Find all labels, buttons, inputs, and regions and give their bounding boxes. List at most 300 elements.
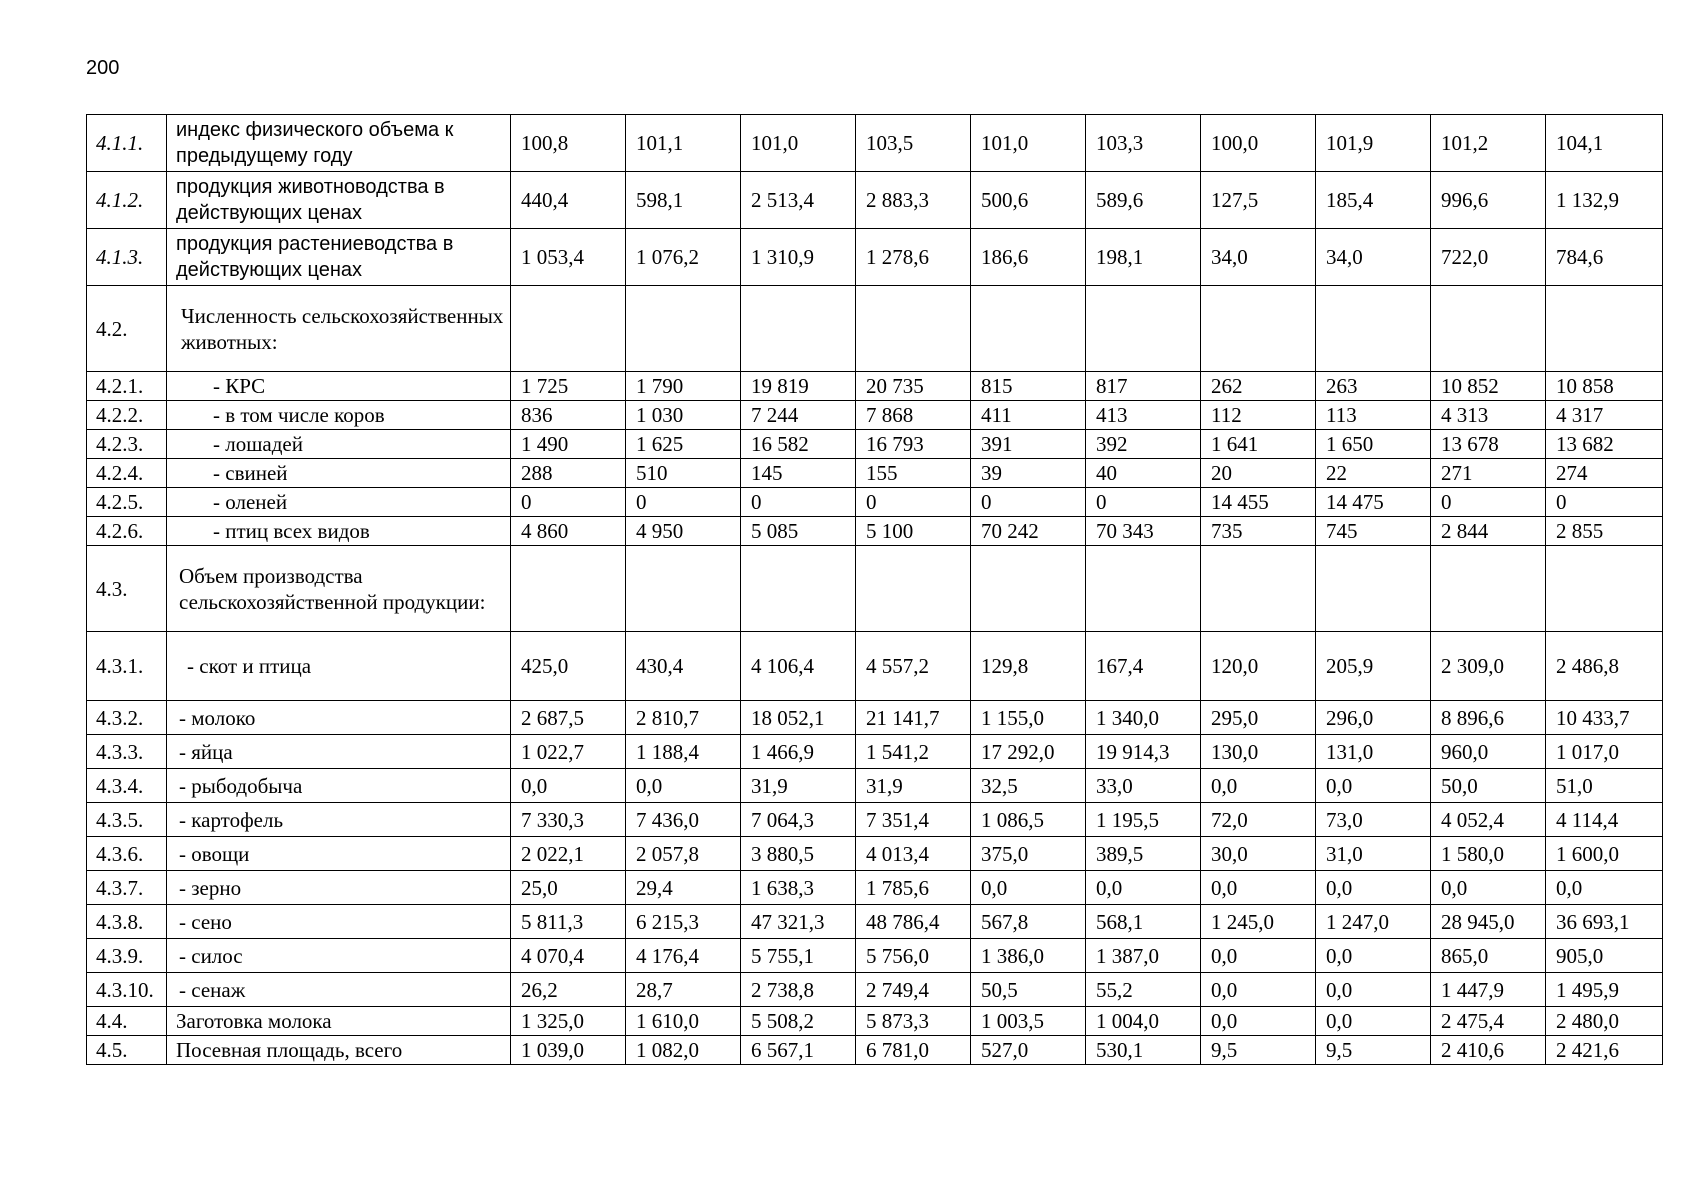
value-cell: 1 053,4 [511,229,626,286]
row-name: - картофель [167,803,511,837]
table-row [87,459,1663,488]
value-cell: 1 086,5 [971,803,1086,837]
row-name: - рыбодобыча [167,769,511,803]
value-cell [856,546,971,632]
value-cell: 722,0 [1431,229,1546,286]
value-cell [1316,286,1431,372]
value-cell: 735 [1201,517,1316,546]
value-cell: 103,5 [856,115,971,172]
value-cell: 1 490 [511,430,626,459]
value-cell: 1 386,0 [971,939,1086,973]
row-name: Объем производства сельскохозяйственной продукции: [167,546,511,632]
table-row [87,172,1663,229]
value-cell: 101,1 [626,115,741,172]
row-code: 4.2.5. [87,488,167,517]
value-cell: 430,4 [626,632,741,701]
value-cell: 14 475 [1316,488,1431,517]
value-cell: 20 [1201,459,1316,488]
row-name: - силос [167,939,511,973]
value-cell [1201,286,1316,372]
value-cell: 10 433,7 [1546,701,1663,735]
row-code: 4.3.9. [87,939,167,973]
value-cell: 1 725 [511,372,626,401]
value-cell: 815 [971,372,1086,401]
value-cell: 865,0 [1431,939,1546,973]
value-cell: 32,5 [971,769,1086,803]
value-cell: 2 883,3 [856,172,971,229]
value-cell [741,286,856,372]
value-cell: 155 [856,459,971,488]
value-cell: 2 855 [1546,517,1663,546]
value-cell: 440,4 [511,172,626,229]
value-cell: 31,9 [856,769,971,803]
row-name: - сено [167,905,511,939]
value-cell: 25,0 [511,871,626,905]
value-cell: 13 678 [1431,430,1546,459]
row-code: 4.3.5. [87,803,167,837]
row-code: 4.2.6. [87,517,167,546]
value-cell: 101,2 [1431,115,1546,172]
row-code: 4.3.10. [87,973,167,1007]
row-code: 4.2.3. [87,430,167,459]
value-cell: 2 738,8 [741,973,856,1007]
row-name: - свиней [167,459,511,488]
value-cell: 18 052,1 [741,701,856,735]
value-cell [971,286,1086,372]
value-cell: 589,6 [1086,172,1201,229]
value-cell: 5 756,0 [856,939,971,973]
value-cell: 198,1 [1086,229,1201,286]
value-cell: 2 486,8 [1546,632,1663,701]
value-cell: 120,0 [1201,632,1316,701]
indicators-table [86,114,1663,1065]
row-code: 4.3.1. [87,632,167,701]
value-cell: 0,0 [626,769,741,803]
value-cell: 4 114,4 [1546,803,1663,837]
value-cell: 4 860 [511,517,626,546]
row-code: 4.2. [87,286,167,372]
value-cell: 131,0 [1316,735,1431,769]
value-cell: 113 [1316,401,1431,430]
value-cell: 112 [1201,401,1316,430]
row-code: 4.3.3. [87,735,167,769]
value-cell: 1 195,5 [1086,803,1201,837]
row-code: 4.3.4. [87,769,167,803]
row-code: 4.3.8. [87,905,167,939]
value-cell: 205,9 [1316,632,1431,701]
value-cell: 6 215,3 [626,905,741,939]
value-cell: 1 004,0 [1086,1007,1201,1036]
row-code: 4.2.4. [87,459,167,488]
value-cell: 2 480,0 [1546,1007,1663,1036]
row-name: - в том числе коров [167,401,511,430]
value-cell: 1 003,5 [971,1007,1086,1036]
value-cell: 0,0 [511,769,626,803]
value-cell: 4 176,4 [626,939,741,973]
table-row [87,1007,1663,1036]
value-cell: 0,0 [1201,1007,1316,1036]
value-cell: 745 [1316,517,1431,546]
value-cell: 101,0 [741,115,856,172]
value-cell: 817 [1086,372,1201,401]
table-row [87,871,1663,905]
table-row [87,488,1663,517]
value-cell: 7 330,3 [511,803,626,837]
value-cell: 1 310,9 [741,229,856,286]
value-cell: 2 513,4 [741,172,856,229]
row-name: - молоко [167,701,511,735]
value-cell [626,546,741,632]
value-cell: 568,1 [1086,905,1201,939]
value-cell: 30,0 [1201,837,1316,871]
table-row [87,701,1663,735]
value-cell: 20 735 [856,372,971,401]
value-cell: 2 309,0 [1431,632,1546,701]
value-cell: 996,6 [1431,172,1546,229]
table-row [87,1036,1663,1065]
value-cell: 7 064,3 [741,803,856,837]
value-cell: 1 610,0 [626,1007,741,1036]
table-row [87,735,1663,769]
value-cell: 31,0 [1316,837,1431,871]
value-cell [1316,546,1431,632]
value-cell: 101,0 [971,115,1086,172]
value-cell: 101,9 [1316,115,1431,172]
value-cell: 0,0 [1201,769,1316,803]
value-cell: 9,5 [1316,1036,1431,1065]
value-cell: 4 313 [1431,401,1546,430]
value-cell: 70 343 [1086,517,1201,546]
value-cell: 5 811,3 [511,905,626,939]
value-cell: 1 541,2 [856,735,971,769]
table-row [87,939,1663,973]
value-cell: 271 [1431,459,1546,488]
value-cell: 33,0 [1086,769,1201,803]
value-cell: 0 [511,488,626,517]
value-cell: 127,5 [1201,172,1316,229]
value-cell: 1 638,3 [741,871,856,905]
value-cell: 16 793 [856,430,971,459]
value-cell: 9,5 [1201,1036,1316,1065]
value-cell: 29,4 [626,871,741,905]
value-cell: 784,6 [1546,229,1663,286]
value-cell: 10 852 [1431,372,1546,401]
table-row [87,372,1663,401]
value-cell: 1 132,9 [1546,172,1663,229]
row-code: 4.3.6. [87,837,167,871]
value-cell: 186,6 [971,229,1086,286]
row-name: - зерно [167,871,511,905]
value-cell: 14 455 [1201,488,1316,517]
row-code: 4.3.7. [87,871,167,905]
value-cell: 2 749,4 [856,973,971,1007]
row-name: - КРС [167,372,511,401]
value-cell: 1 790 [626,372,741,401]
value-cell: 0 [741,488,856,517]
value-cell: 598,1 [626,172,741,229]
value-cell: 389,5 [1086,837,1201,871]
value-cell: 413 [1086,401,1201,430]
row-code: 4.2.2. [87,401,167,430]
value-cell: 70 242 [971,517,1086,546]
value-cell: 0,0 [1316,1007,1431,1036]
value-cell: 4 317 [1546,401,1663,430]
row-name: - скот и птица [167,632,511,701]
value-cell: 0,0 [1431,871,1546,905]
table-row [87,430,1663,459]
row-code: 4.5. [87,1036,167,1065]
row-name: продукция растениеводства в действующих ценах [167,229,511,286]
value-cell: 0 [856,488,971,517]
value-cell: 103,3 [1086,115,1201,172]
value-cell: 905,0 [1546,939,1663,973]
value-cell: 4 106,4 [741,632,856,701]
value-cell: 39 [971,459,1086,488]
value-cell: 391 [971,430,1086,459]
row-code: 4.1.1. [87,115,167,172]
value-cell: 1 650 [1316,430,1431,459]
value-cell: 129,8 [971,632,1086,701]
table-row [87,803,1663,837]
value-cell: 2 810,7 [626,701,741,735]
value-cell: 960,0 [1431,735,1546,769]
value-cell: 1 340,0 [1086,701,1201,735]
value-cell: 1 155,0 [971,701,1086,735]
value-cell [1086,286,1201,372]
value-cell: 1 245,0 [1201,905,1316,939]
value-cell: 2 022,1 [511,837,626,871]
value-cell: 26,2 [511,973,626,1007]
value-cell: 55,2 [1086,973,1201,1007]
value-cell: 185,4 [1316,172,1431,229]
value-cell [1431,286,1546,372]
value-cell: 1 188,4 [626,735,741,769]
value-cell: 1 641 [1201,430,1316,459]
value-cell: 5 508,2 [741,1007,856,1036]
table-row [87,837,1663,871]
value-cell: 567,8 [971,905,1086,939]
row-name: - овощи [167,837,511,871]
value-cell: 1 447,9 [1431,973,1546,1007]
row-code: 4.1.3. [87,229,167,286]
value-cell: 1 082,0 [626,1036,741,1065]
value-cell: 510 [626,459,741,488]
row-name: индекс физического объема к предыдущему году [167,115,511,172]
value-cell: 1 030 [626,401,741,430]
value-cell: 36 693,1 [1546,905,1663,939]
value-cell: 411 [971,401,1086,430]
value-cell: 1 466,9 [741,735,856,769]
value-cell: 0,0 [1546,871,1663,905]
row-code: 4.2.1. [87,372,167,401]
row-name: продукция животноводства в действующих ценах [167,172,511,229]
value-cell: 288 [511,459,626,488]
value-cell: 1 247,0 [1316,905,1431,939]
value-cell: 7 436,0 [626,803,741,837]
table-row [87,229,1663,286]
value-cell: 527,0 [971,1036,1086,1065]
value-cell: 50,0 [1431,769,1546,803]
row-code: 4.1.2. [87,172,167,229]
value-cell: 51,0 [1546,769,1663,803]
value-cell: 17 292,0 [971,735,1086,769]
value-cell: 19 819 [741,372,856,401]
value-cell [1546,286,1663,372]
value-cell: 2 421,6 [1546,1036,1663,1065]
table-row [87,286,1663,372]
value-cell: 1 580,0 [1431,837,1546,871]
table-row [87,632,1663,701]
value-cell: 836 [511,401,626,430]
value-cell: 392 [1086,430,1201,459]
row-name: - яйца [167,735,511,769]
value-cell: 4 557,2 [856,632,971,701]
table-row [87,115,1663,172]
value-cell: 1 785,6 [856,871,971,905]
value-cell: 4 013,4 [856,837,971,871]
value-cell: 4 052,4 [1431,803,1546,837]
value-cell: 34,0 [1316,229,1431,286]
value-cell [1086,546,1201,632]
value-cell: 1 495,9 [1546,973,1663,1007]
value-cell: 3 880,5 [741,837,856,871]
value-cell: 100,0 [1201,115,1316,172]
value-cell: 0 [1431,488,1546,517]
value-cell: 4 070,4 [511,939,626,973]
value-cell: 5 085 [741,517,856,546]
value-cell: 274 [1546,459,1663,488]
value-cell: 0,0 [1316,939,1431,973]
table-row [87,905,1663,939]
value-cell: 21 141,7 [856,701,971,735]
value-cell: 16 582 [741,430,856,459]
row-name: Заготовка молока [167,1007,511,1036]
value-cell: 262 [1201,372,1316,401]
value-cell: 0 [1086,488,1201,517]
value-cell: 50,5 [971,973,1086,1007]
value-cell: 31,9 [741,769,856,803]
value-cell: 167,4 [1086,632,1201,701]
row-code: 4.4. [87,1007,167,1036]
value-cell: 22 [1316,459,1431,488]
value-cell: 2 844 [1431,517,1546,546]
value-cell: 8 896,6 [1431,701,1546,735]
value-cell: 73,0 [1316,803,1431,837]
value-cell [511,546,626,632]
value-cell: 0,0 [1086,871,1201,905]
row-name: - сенаж [167,973,511,1007]
row-name: - птиц всех видов [167,517,511,546]
value-cell: 72,0 [1201,803,1316,837]
value-cell: 13 682 [1546,430,1663,459]
value-cell: 0 [1546,488,1663,517]
row-name: Посевная площадь, всего [167,1036,511,1065]
value-cell: 6 567,1 [741,1036,856,1065]
value-cell: 1 387,0 [1086,939,1201,973]
value-cell: 0,0 [971,871,1086,905]
value-cell: 1 325,0 [511,1007,626,1036]
value-cell: 296,0 [1316,701,1431,735]
row-code: 4.3.2. [87,701,167,735]
value-cell: 0 [626,488,741,517]
value-cell: 295,0 [1201,701,1316,735]
value-cell [1546,546,1663,632]
value-cell: 425,0 [511,632,626,701]
value-cell: 1 017,0 [1546,735,1663,769]
row-name: - лошадей [167,430,511,459]
value-cell [511,286,626,372]
table-row [87,517,1663,546]
value-cell: 0,0 [1201,871,1316,905]
value-cell: 40 [1086,459,1201,488]
row-code: 4.3. [87,546,167,632]
value-cell: 28,7 [626,973,741,1007]
value-cell: 5 873,3 [856,1007,971,1036]
value-cell: 104,1 [1546,115,1663,172]
value-cell: 47 321,3 [741,905,856,939]
value-cell: 375,0 [971,837,1086,871]
value-cell: 1 600,0 [1546,837,1663,871]
value-cell: 145 [741,459,856,488]
value-cell: 530,1 [1086,1036,1201,1065]
table-row [87,973,1663,1007]
value-cell: 0 [971,488,1086,517]
value-cell: 2 410,6 [1431,1036,1546,1065]
value-cell [1431,546,1546,632]
value-cell: 2 057,8 [626,837,741,871]
value-cell: 2 687,5 [511,701,626,735]
value-cell: 500,6 [971,172,1086,229]
value-cell: 48 786,4 [856,905,971,939]
value-cell [1201,546,1316,632]
row-name: - оленей [167,488,511,517]
value-cell: 130,0 [1201,735,1316,769]
value-cell: 2 475,4 [1431,1007,1546,1036]
value-cell [741,546,856,632]
value-cell [971,546,1086,632]
value-cell [856,286,971,372]
table-row [87,546,1663,632]
page-number: 200 [86,57,120,79]
value-cell: 5 755,1 [741,939,856,973]
value-cell: 5 100 [856,517,971,546]
value-cell [626,286,741,372]
value-cell: 0,0 [1201,973,1316,1007]
value-cell: 4 950 [626,517,741,546]
value-cell: 0,0 [1201,939,1316,973]
value-cell: 0,0 [1316,973,1431,1007]
value-cell: 0,0 [1316,769,1431,803]
value-cell: 7 868 [856,401,971,430]
value-cell: 10 858 [1546,372,1663,401]
value-cell: 34,0 [1201,229,1316,286]
value-cell: 1 076,2 [626,229,741,286]
value-cell: 263 [1316,372,1431,401]
value-cell: 28 945,0 [1431,905,1546,939]
value-cell: 7 351,4 [856,803,971,837]
table-row [87,401,1663,430]
value-cell: 0,0 [1316,871,1431,905]
value-cell: 6 781,0 [856,1036,971,1065]
value-cell: 100,8 [511,115,626,172]
value-cell: 19 914,3 [1086,735,1201,769]
value-cell: 1 625 [626,430,741,459]
value-cell: 1 278,6 [856,229,971,286]
value-cell: 1 039,0 [511,1036,626,1065]
row-name: Численность сельскохозяйственных животных: [167,286,511,372]
value-cell: 7 244 [741,401,856,430]
value-cell: 1 022,7 [511,735,626,769]
